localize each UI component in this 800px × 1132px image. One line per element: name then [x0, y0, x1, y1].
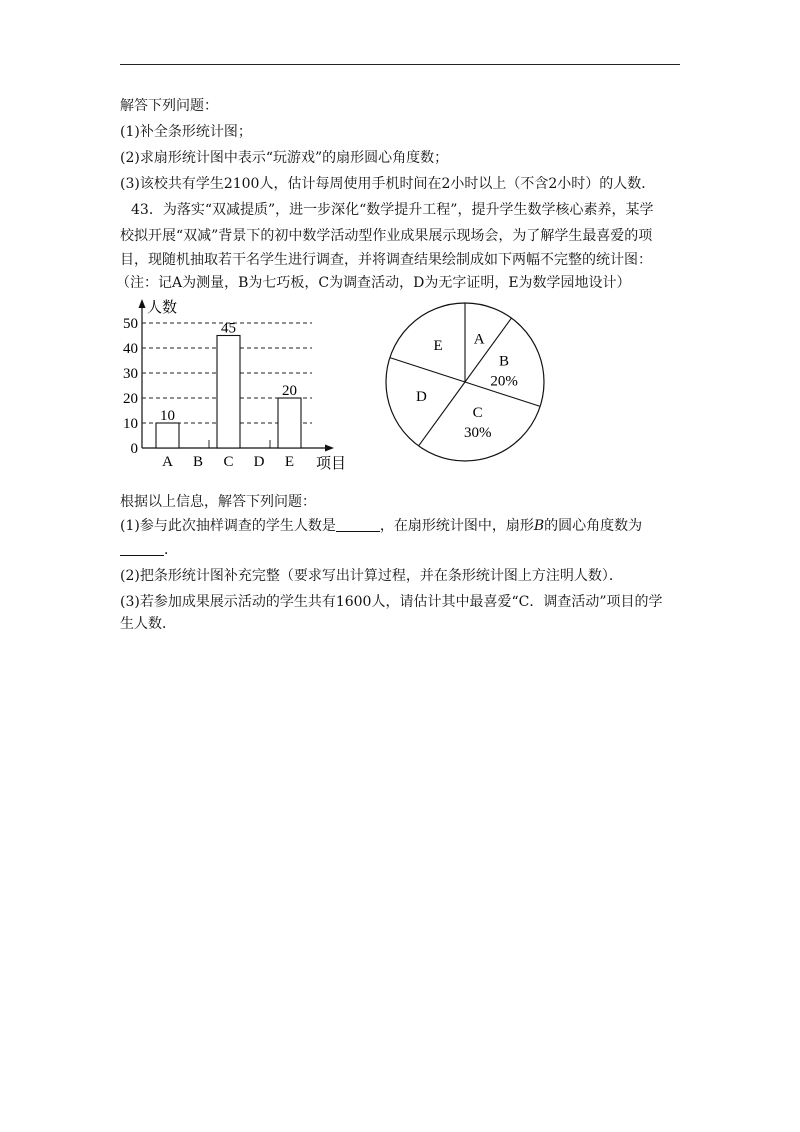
y-tick-label-40: 40: [123, 341, 138, 357]
bar-A: [156, 423, 179, 448]
category-label-A: A: [162, 454, 173, 470]
q43-text-line1: 43．为落实“双减提质”，进一步深化“数学提升工程”，提升学生数学核心素养，某学: [131, 202, 654, 218]
q43-part1: [120, 517, 642, 535]
y-tick-label-30: 30: [123, 366, 138, 382]
data-label-E: 20: [282, 383, 297, 399]
pie-percent-B: 20%: [490, 373, 518, 390]
pie-label-D: D: [416, 389, 427, 406]
pie-chart: [386, 303, 544, 461]
q43-text-line3: 目，现随机抽取若干名学生进行调查，并将调查结果绘制成如下两幅不完整的统计图：: [120, 252, 652, 268]
pie-label-E: E: [433, 337, 443, 354]
x-axis-label: 项目: [316, 456, 347, 472]
q43-text-line2: 校拟开展“双减”背景下的初中数学活动型作业成果展示现场会，为了解学生最喜爱的项: [120, 228, 653, 244]
y-tick-label-10: 10: [123, 416, 138, 432]
q43-part1-text-c: B: [533, 518, 545, 534]
bar-marks: [156, 321, 301, 471]
y-tick-label-20: 20: [123, 391, 138, 407]
q43-part3-line1: (3)若参加成果展示活动的学生共有1600人，请估计其中最喜爱“C．调查活动”项目的学: [120, 594, 663, 610]
q43-heading: 根据以上信息，解答下列问题：: [120, 494, 316, 510]
q42-part2: (2)求扇形统计图中表示“玩游戏”的扇形圆心角度数；: [120, 150, 449, 166]
pie-label-C: C: [472, 405, 483, 422]
q43-part2: (2)把条形统计图补充完整（要求写出计算过程，并在条形统计图上方注明人数）．: [120, 568, 623, 584]
answer-blank-1[interactable]: [336, 517, 380, 532]
q43-part1-text-a: (1)参与此次抽样调查的学生人数是: [120, 518, 336, 534]
bar-yticks: [123, 316, 138, 457]
y-axis-label: 人数: [147, 300, 178, 316]
category-label-D: D: [253, 454, 265, 470]
q42-part3: (3)该校共有学生2100人，估计每周使用手机时间在2小时以上（不含2小时）的人数．: [120, 176, 656, 192]
bar-E: [278, 398, 301, 448]
pie-label-B: B: [499, 353, 510, 370]
q42-part1: (1)补全条形统计图；: [120, 124, 252, 140]
pie-percent-C: 30%: [463, 425, 492, 442]
pie-divider-E: [390, 358, 465, 382]
q43-part1-text-e: ．: [164, 542, 178, 558]
q43-part3-line2: 生人数．: [120, 616, 176, 632]
pie-label-A: A: [473, 331, 485, 348]
q43-note: （注：记A为测量，B为七巧板，C为调查活动，D为无字证明，E为数学园地设计）: [116, 275, 631, 291]
q43-part1-text-b: ，在扇形统计图中，扇形: [379, 518, 534, 534]
data-label-A: 10: [160, 408, 175, 424]
y-tick-label-50: 50: [123, 316, 138, 332]
q43-part1-continued: [120, 541, 178, 559]
bar-C: [217, 336, 240, 449]
category-label-C: C: [223, 454, 234, 470]
answer-blank-2[interactable]: [120, 541, 164, 556]
figure-area: [112, 295, 672, 484]
y-tick-label-0: 0: [130, 441, 138, 457]
intro-heading: 解答下列问题：: [120, 98, 218, 114]
category-label-B: B: [192, 454, 204, 470]
q43-part1-text-d: 的圆心角度数为: [544, 518, 643, 534]
x-axis-arrow: [325, 445, 334, 452]
charts-svg: [112, 295, 672, 480]
y-axis-arrow: [139, 299, 146, 308]
bar-chart: [123, 299, 346, 472]
data-label-C: 45: [221, 320, 236, 337]
pie-marks: [390, 303, 540, 446]
top-rule: [120, 64, 680, 65]
category-label-E: E: [284, 454, 295, 470]
